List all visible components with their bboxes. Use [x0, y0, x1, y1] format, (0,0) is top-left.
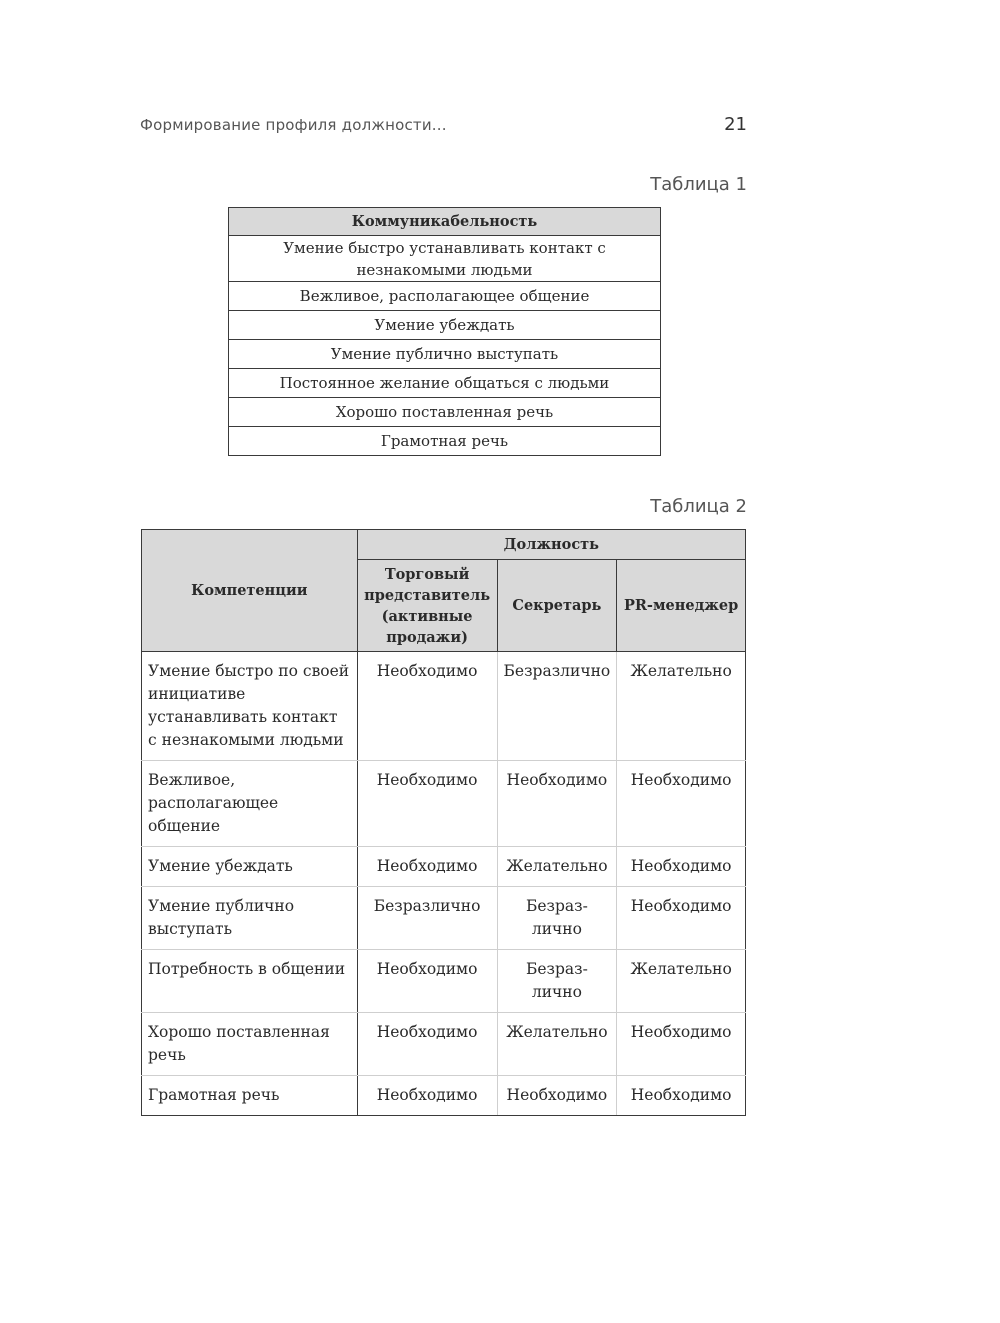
requirement-cell: Необходимо [617, 887, 746, 950]
competencies-column-header: Компетенции [142, 530, 358, 652]
requirement-cell: Необходимо [497, 761, 617, 847]
table1-row: Постоянное желание общаться с людьми [229, 369, 661, 398]
requirement-cell: Желательно [617, 652, 746, 761]
requirement-cell: Необходимо [357, 761, 497, 847]
table-row [142, 761, 746, 847]
position-group-header: Должность [357, 530, 745, 560]
competency-cell: Потребность в общении [142, 950, 358, 1013]
requirement-cell: Необходимо [357, 652, 497, 761]
requirement-cell: Безразлично [357, 887, 497, 950]
communication-skills-table [228, 207, 661, 456]
table1-header: Коммуникабельность [229, 208, 661, 236]
running-head: Формирование профиля должности... [140, 116, 447, 134]
requirement-cell: Безраз- лично [497, 887, 617, 950]
table1-row: Умение убеждать [229, 311, 661, 340]
competency-matrix-table [141, 529, 746, 1116]
table-row [142, 950, 746, 1013]
requirement-cell: Желательно [497, 847, 617, 887]
competency-cell: Вежливое, располагающее общение [142, 761, 358, 847]
requirement-cell: Желательно [617, 950, 746, 1013]
table1-caption: Таблица 1 [650, 174, 747, 195]
requirement-cell: Необходимо [617, 847, 746, 887]
requirement-cell: Безраз- лично [497, 950, 617, 1013]
competency-cell: Хорошо поставленная речь [142, 1013, 358, 1076]
competency-cell: Умение быстро по своей инициативе устанавливать контакт с незнакомыми людьми [142, 652, 358, 761]
competency-cell: Грамотная речь [142, 1076, 358, 1116]
table1-row: Вежливое, располагающее общение [229, 282, 661, 311]
requirement-cell: Необходимо [617, 1076, 746, 1116]
competency-cell: Умение публично выступать [142, 887, 358, 950]
table-row [142, 1013, 746, 1076]
table-row [142, 1076, 746, 1116]
table-row [142, 887, 746, 950]
table1-row: Хорошо поставленная речь [229, 398, 661, 427]
table1-row: Умение публично выступать [229, 340, 661, 369]
requirement-cell: Необходимо [617, 761, 746, 847]
position-header-sales-rep: Торговый представитель (активные продажи) [357, 560, 497, 652]
table1-row: Грамотная речь [229, 427, 661, 456]
requirement-cell: Безразлично [497, 652, 617, 761]
table2-caption: Таблица 2 [650, 496, 747, 517]
requirement-cell: Необходимо [357, 950, 497, 1013]
requirement-cell: Желательно [497, 1013, 617, 1076]
requirement-cell: Необходимо [357, 1013, 497, 1076]
table-row [142, 847, 746, 887]
page-number: 21 [724, 114, 747, 135]
requirement-cell: Необходимо [617, 1013, 746, 1076]
requirement-cell: Необходимо [357, 1076, 497, 1116]
table1-row: Умение быстро устанавливать контакт с незнакомыми людьми [229, 236, 661, 282]
competency-cell: Умение убеждать [142, 847, 358, 887]
requirement-cell: Необходимо [357, 847, 497, 887]
position-header-pr-manager: PR-менеджер [617, 560, 746, 652]
requirement-cell: Необходимо [497, 1076, 617, 1116]
table-row [142, 652, 746, 761]
position-header-secretary: Секретарь [497, 560, 617, 652]
